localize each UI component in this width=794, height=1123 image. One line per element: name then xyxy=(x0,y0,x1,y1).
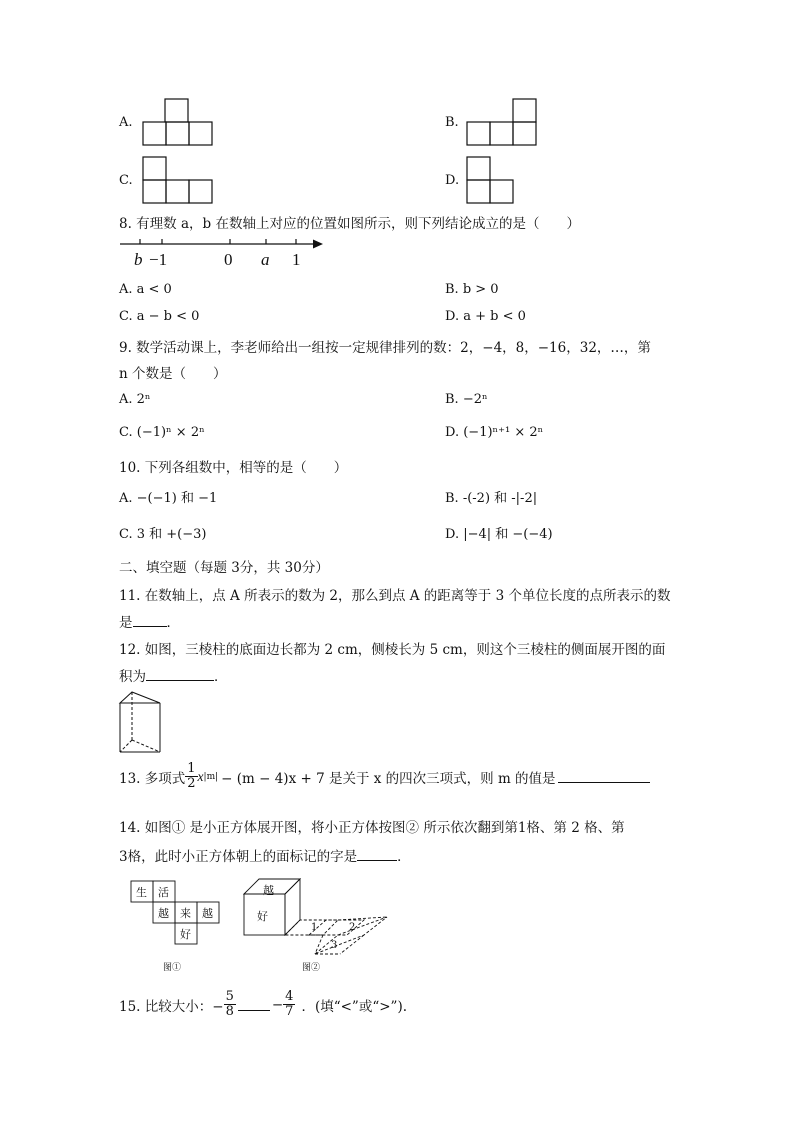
q13-answer-blank[interactable] xyxy=(558,770,650,783)
q13-frac-numerator: 1 xyxy=(187,761,196,776)
q15-minus: − xyxy=(271,996,284,1013)
axis-label-b: b xyxy=(134,250,143,269)
q14-line1: 14. 如图① 是小正方体展开图，将小正方体按图② 所示依次翻到第1格、第 2 格、第 xyxy=(119,820,625,836)
net-cell-lai: 来 xyxy=(180,907,191,920)
q15-line xyxy=(119,990,407,1019)
triangular-prism-figure xyxy=(118,690,164,754)
q8-option-a: A. a < 0 xyxy=(119,282,172,297)
q7-option-c-figure xyxy=(142,156,217,204)
q15-frac2-denominator: 7 xyxy=(285,1004,294,1019)
q8-stem: 8. 有理数 a，b 在数轴上对应的位置如图所示，则下列结论成立的是（ ） xyxy=(119,216,580,232)
axis-label-0: 0 xyxy=(224,250,233,269)
q15-fraction-1 xyxy=(224,990,236,1019)
axis-label-neg1: −1 xyxy=(149,250,168,269)
q14-line2: 3格，此时小正方体朝上的面标记的字是 ． xyxy=(119,849,411,865)
q9-option-d: D. (−1)ⁿ⁺¹ × 2ⁿ xyxy=(445,425,544,440)
q8-option-d: D. a + b < 0 xyxy=(445,309,526,324)
cube-front-hao: 好 xyxy=(257,910,268,923)
grid-cell-2: 2 xyxy=(349,922,356,933)
q7-option-b-label: B. xyxy=(445,115,459,130)
section-heading: 二、填空题（每题 3分，共 30分） xyxy=(119,560,329,576)
fig1-caption: 图① xyxy=(163,963,182,973)
q15-prefix: 15. 比较大小：− xyxy=(119,998,224,1015)
q8-option-b: B. b > 0 xyxy=(445,282,499,297)
net-cell-sheng: 生 xyxy=(136,886,147,899)
axis-label-a: a xyxy=(261,250,270,269)
net-cell-huo: 活 xyxy=(158,886,169,899)
q9-stem-line2: n 个数是（ ） xyxy=(119,366,227,382)
q7-option-b-figure xyxy=(466,98,541,146)
q10-option-a: A. −(−1) 和 −1 xyxy=(119,491,218,506)
q7-option-c-label: C. xyxy=(119,173,133,188)
q11-line1: 11. 在数轴上，点 A 所表示的数为 2，那么到点 A 的距离等于 3 个单位长度的点所表示的数 xyxy=(119,588,671,604)
q12-line2: 积为 ． xyxy=(119,669,228,685)
q7-option-a-figure xyxy=(142,98,217,146)
q9-stem-line1: 9. 数学活动课上，李老师给出一组按一定规律排列的数：2，−4，8，−16，32，…，第 xyxy=(119,340,651,356)
q10-option-d: D. |−4| 和 −(−4) xyxy=(445,527,553,542)
q13-fraction xyxy=(185,762,197,791)
q13-line xyxy=(119,762,650,791)
q11-line2: 是 ． xyxy=(119,615,180,631)
q11-answer-blank[interactable] xyxy=(133,614,167,627)
q13-variable: x xyxy=(197,768,204,784)
q10-stem: 10. 下列各组数中，相等的是（ ） xyxy=(119,460,348,476)
q9-option-a: A. 2ⁿ xyxy=(119,392,151,407)
q13-rest: − (m − 4)x + 7 是关于 x 的四次三项式，则 m 的值是 xyxy=(221,770,556,787)
q15-fraction-2 xyxy=(283,990,295,1019)
q10-option-b: B. -(-2) 和 -|-2| xyxy=(445,491,538,506)
q13-frac-denominator: 2 xyxy=(187,776,196,791)
q9-option-b: B. −2ⁿ xyxy=(445,392,488,407)
axis-label-1: 1 xyxy=(292,250,301,269)
q15-answer-blank[interactable] xyxy=(238,998,270,1011)
net-cell-yue-1: 越 xyxy=(158,907,169,920)
fig2-caption: 图② xyxy=(302,963,321,973)
q15-frac1-denominator: 8 xyxy=(225,1004,234,1019)
net-cell-hao: 好 xyxy=(180,928,191,941)
q12-line1: 12. 如图，三棱柱的底面边长都为 2 cm，侧棱长为 5 cm，则这个三棱柱的侧面展开图的面 xyxy=(119,642,666,658)
q8-option-c: C. a − b < 0 xyxy=(119,309,200,324)
q10-option-c: C. 3 和 +(−3) xyxy=(119,527,207,542)
grid-cell-1: 1 xyxy=(311,922,318,933)
q9-option-c: C. (−1)ⁿ × 2ⁿ xyxy=(119,425,205,440)
grid-cell-3: 3 xyxy=(331,940,338,951)
q13-prefix: 13. 多项式 xyxy=(119,770,186,787)
cube-top-yue: 越 xyxy=(263,884,274,897)
q7-option-d-label: D. xyxy=(445,173,460,188)
q15-frac1-numerator: 5 xyxy=(225,989,234,1004)
q14-answer-blank[interactable] xyxy=(357,848,397,861)
q12-answer-blank[interactable] xyxy=(146,668,214,681)
q7-option-a-label: A. xyxy=(119,115,133,130)
net-cell-yue-2: 越 xyxy=(202,907,213,920)
q13-exponent: |m| xyxy=(203,771,219,782)
q15-suffix: ．(填“<”或“>”). xyxy=(301,998,408,1015)
q7-option-d-figure xyxy=(466,156,518,204)
q15-frac2-numerator: 4 xyxy=(285,989,294,1004)
